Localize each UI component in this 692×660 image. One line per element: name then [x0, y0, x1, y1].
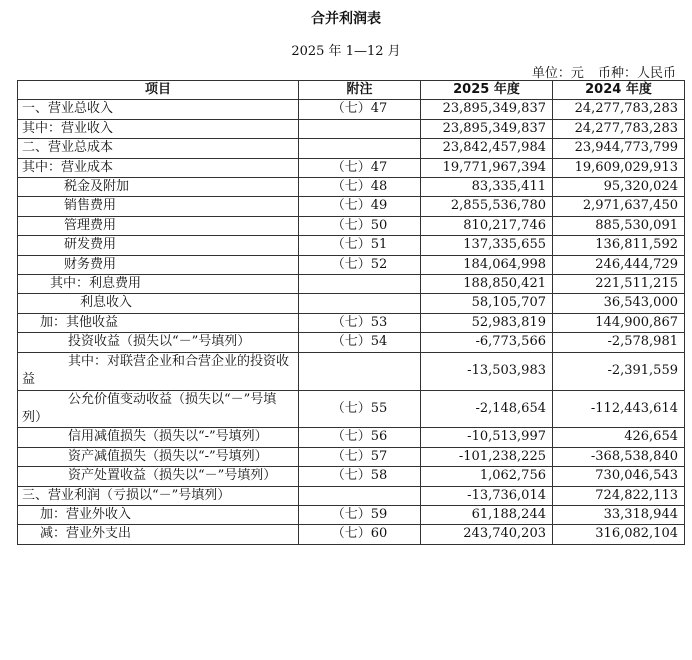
row-note: （七）55 — [299, 390, 421, 428]
row-item: 加：营业外收入 — [18, 505, 299, 524]
table-row — [18, 352, 685, 390]
row-2025: -101,238,225 — [421, 447, 553, 466]
row-2025: 23,842,457,984 — [421, 139, 553, 158]
table-row — [18, 158, 685, 177]
row-note — [299, 352, 421, 390]
table-row — [18, 236, 685, 255]
row-item: 税金及附加 — [18, 178, 299, 197]
row-2024: 316,082,104 — [553, 525, 685, 544]
currency-label: 币种：人民币 — [597, 66, 676, 81]
row-2024: 19,609,029,913 — [553, 158, 685, 177]
row-2024: 136,811,592 — [553, 236, 685, 255]
header-note: 附注 — [299, 81, 421, 100]
row-item: 管理费用 — [18, 216, 299, 235]
table-row — [18, 447, 685, 466]
row-note — [299, 486, 421, 505]
row-2024: 144,900,867 — [553, 313, 685, 332]
report-period: 2025 年 1—12 月 — [291, 44, 401, 59]
row-2025: -13,503,983 — [421, 352, 553, 390]
row-note: （七）51 — [299, 236, 421, 255]
row-note — [299, 139, 421, 158]
table-row — [18, 255, 685, 274]
row-note: （七）60 — [299, 525, 421, 544]
row-note: （七）59 — [299, 505, 421, 524]
table-row — [18, 100, 685, 119]
table-row — [18, 294, 685, 313]
row-item: 其中：利息费用 — [18, 275, 299, 294]
row-2024: 885,530,091 — [553, 216, 685, 235]
row-note: （七）58 — [299, 467, 421, 486]
row-note — [299, 119, 421, 138]
row-2025: 23,895,349,837 — [421, 100, 553, 119]
table-row — [18, 333, 685, 352]
row-item: 利息收入 — [18, 294, 299, 313]
table-row — [18, 139, 685, 158]
row-note: （七）52 — [299, 255, 421, 274]
row-2025: 243,740,203 — [421, 525, 553, 544]
row-2025: -13,736,014 — [421, 486, 553, 505]
table-row — [18, 275, 685, 294]
row-item: 公允价值变动收益（损失以“－”号填列） — [18, 390, 299, 428]
row-item: 资产减值损失（损失以“-”号填列） — [18, 447, 299, 466]
row-2025: 58,105,707 — [421, 294, 553, 313]
table-row — [18, 216, 685, 235]
row-2024: 426,654 — [553, 428, 685, 447]
row-2025: 188,850,421 — [421, 275, 553, 294]
row-2025: -10,513,997 — [421, 428, 553, 447]
row-note: （七）57 — [299, 447, 421, 466]
row-item: 其中：对联营企业和合营企业的投资收益 — [18, 352, 299, 390]
table-row — [18, 313, 685, 332]
row-2024: -112,443,614 — [553, 390, 685, 428]
row-2025: 52,983,819 — [421, 313, 553, 332]
row-2024: 95,320,024 — [553, 178, 685, 197]
table-row — [18, 525, 685, 544]
row-note: （七）49 — [299, 197, 421, 216]
row-item: 财务费用 — [18, 255, 299, 274]
row-note — [299, 275, 421, 294]
table-row — [18, 486, 685, 505]
row-2024: 246,444,729 — [553, 255, 685, 274]
row-note: （七）50 — [299, 216, 421, 235]
row-item: 二、营业总成本 — [18, 139, 299, 158]
row-2024: -2,578,981 — [553, 333, 685, 352]
table-row — [18, 178, 685, 197]
row-2024: 221,511,215 — [553, 275, 685, 294]
row-2025: 137,335,655 — [421, 236, 553, 255]
row-note — [299, 294, 421, 313]
row-2024: 33,318,944 — [553, 505, 685, 524]
row-2024: 724,822,113 — [553, 486, 685, 505]
row-2024: 24,277,783,283 — [553, 119, 685, 138]
row-2025: 184,064,998 — [421, 255, 553, 274]
table-row — [18, 390, 685, 428]
row-2025: -6,773,566 — [421, 333, 553, 352]
row-item: 投资收益（损失以“－”号填列） — [18, 333, 299, 352]
header-item: 项目 — [18, 81, 299, 100]
row-2025: 83,335,411 — [421, 178, 553, 197]
row-2025: 2,855,536,780 — [421, 197, 553, 216]
unit-currency-line — [532, 62, 676, 81]
header-2024: 2024 年度 — [553, 81, 685, 100]
row-2025: 19,771,967,394 — [421, 158, 553, 177]
table-row — [18, 119, 685, 138]
table-row — [18, 428, 685, 447]
row-2024: 24,277,783,283 — [553, 100, 685, 119]
row-2024: 2,971,637,450 — [553, 197, 685, 216]
row-2024: -368,538,840 — [553, 447, 685, 466]
table-row — [18, 197, 685, 216]
row-item: 其中：营业收入 — [18, 119, 299, 138]
row-note: （七）47 — [299, 100, 421, 119]
row-item: 三、营业利润（亏损以“－”号填列） — [18, 486, 299, 505]
row-item: 资产处置收益（损失以“－”号填列） — [18, 467, 299, 486]
row-2025: 1,062,756 — [421, 467, 553, 486]
row-note: （七）48 — [299, 178, 421, 197]
unit-label: 单位：元 — [531, 66, 584, 81]
row-item: 其中：营业成本 — [18, 158, 299, 177]
row-2025: 61,188,244 — [421, 505, 553, 524]
row-item: 信用减值损失（损失以“-”号填列） — [18, 428, 299, 447]
row-2024: 36,543,000 — [553, 294, 685, 313]
row-item: 研发费用 — [18, 236, 299, 255]
row-item: 一、营业总收入 — [18, 100, 299, 119]
report-title: 合并利润表 — [311, 11, 381, 27]
row-item: 销售费用 — [18, 197, 299, 216]
row-item: 加：其他收益 — [18, 313, 299, 332]
row-2024: 23,944,773,799 — [553, 139, 685, 158]
row-2025: 23,895,349,837 — [421, 119, 553, 138]
row-note: （七）53 — [299, 313, 421, 332]
header-2025: 2025 年度 — [421, 81, 553, 100]
row-note: （七）54 — [299, 333, 421, 352]
row-note: （七）56 — [299, 428, 421, 447]
table-row — [18, 505, 685, 524]
row-2025: -2,148,654 — [421, 390, 553, 428]
row-2025: 810,217,746 — [421, 216, 553, 235]
row-2024: 730,046,543 — [553, 467, 685, 486]
row-note: （七）47 — [299, 158, 421, 177]
income-statement-table — [17, 80, 685, 545]
row-item: 减：营业外支出 — [18, 525, 299, 544]
table-row — [18, 467, 685, 486]
row-2024: -2,391,559 — [553, 352, 685, 390]
table-header-row — [18, 81, 685, 100]
